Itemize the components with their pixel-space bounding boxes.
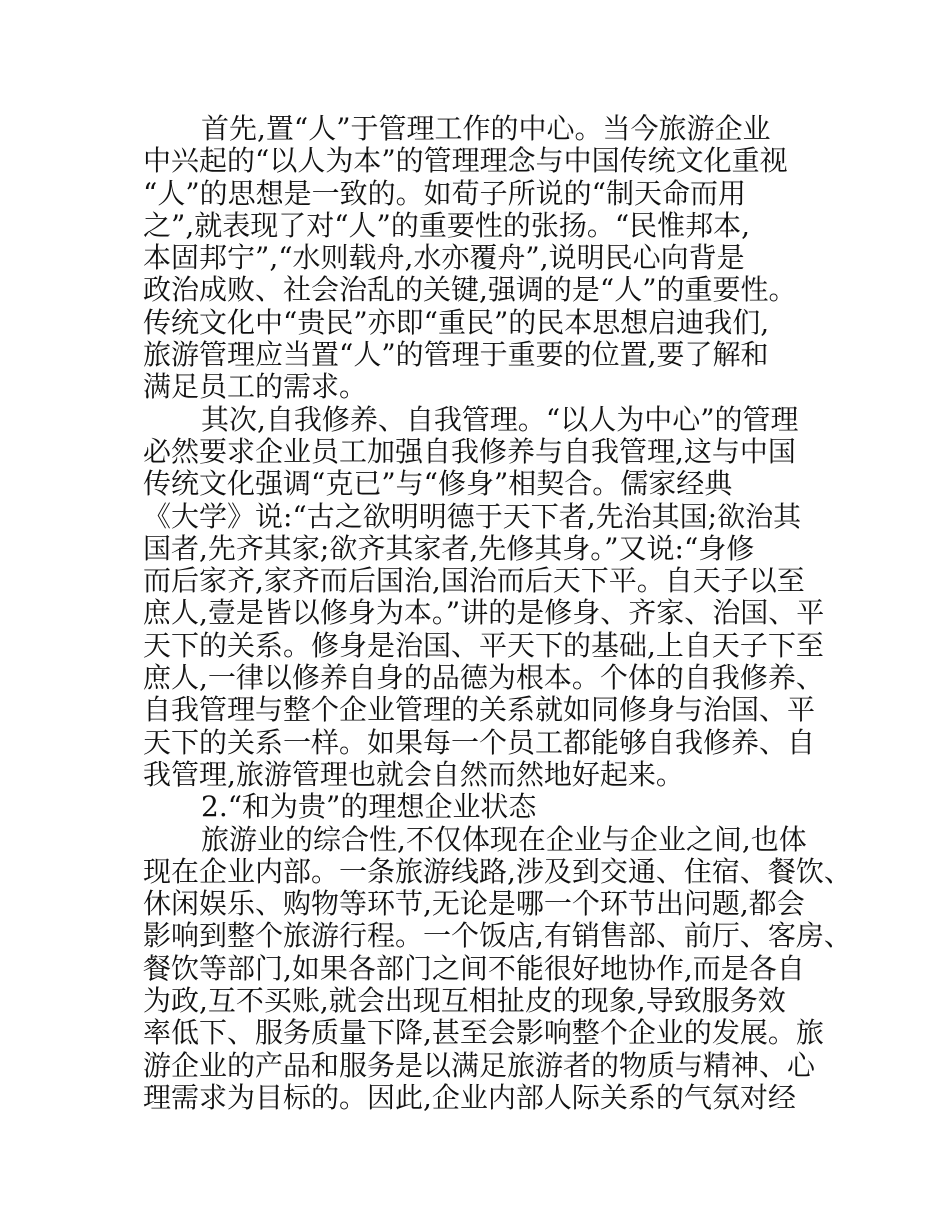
text-line: 游企业的产品和服务是以满足旅游者的物质与精神、心: [143, 1048, 816, 1082]
text-line: 餐饮等部门,如果各部门之间不能很好地协作,而是各自: [143, 951, 805, 985]
text-line: 我管理,旅游管理也就会自然而然地好起来。: [143, 757, 684, 791]
text-line: 旅游业的综合性,不仅体现在企业与企业之间,也体: [201, 822, 807, 856]
text-line: 2.“和为贵”的理想企业状态: [201, 790, 537, 824]
text-line: 现在企业内部。一条旅游线路,涉及到交通、住宿、餐饮、: [143, 854, 852, 888]
text-line: 影响到整个旅游行程。一个饭店,有销售部、前厅、客房、: [143, 919, 852, 953]
text-line: 庶人,壹是皆以修身为本。”讲的是修身、齐家、治国、平: [143, 596, 825, 630]
text-line: 首先,置“人”于管理工作的中心。当今旅游企业: [201, 112, 771, 145]
text-line: 其次,自我修养、自我管理。“以人为中心”的管理: [201, 402, 799, 436]
text-line: 而后家齐,家齐而后国治,国治而后天下平。自天子以至: [143, 564, 805, 598]
text-line: 政治成败、社会治乱的关键,强调的是“人”的重要性。: [143, 273, 797, 307]
body-text: [143, 112, 852, 1114]
text-line: 休闲娱乐、购物等环节,无论是哪一个环节出问题,都会: [143, 887, 805, 921]
text-line: 庶人,一律以修养自身的品德为根本。个体的自我修养、: [143, 661, 824, 695]
text-line: 天下的关系。修身是治国、平天下的基础,上自天子下至: [143, 628, 824, 662]
text-line: 旅游管理应当置“人”的管理于重要的位置,要了解和: [143, 338, 769, 372]
text-line: 天下的关系一样。如果每一个员工都能够自我修养、自: [143, 725, 816, 759]
text-line: 《大学》说:“古之欲明明德于天下者,先治其国;欲治其: [143, 499, 802, 533]
text-line: 自我管理与整个企业管理的关系就如同修身与治国、平: [143, 693, 816, 727]
text-line: 本固邦宁”,“水则载舟,水亦覆舟”,说明民心向背是: [143, 241, 745, 275]
text-line: 理需求为目标的。因此,企业内部人际关系的气氛对经: [143, 1080, 796, 1114]
text-line: 之”,就表现了对“人”的重要性的张扬。“民惟邦本,: [143, 208, 751, 242]
text-line: 传统文化强调“克已”与“修身”相契合。儒家经典: [143, 467, 733, 501]
text-line: 中兴起的“以人为本”的管理理念与中国传统文化重视: [143, 144, 788, 178]
text-line: 传统文化中“贵民”亦即“重民”的民本思想启迪我们,: [143, 305, 770, 339]
text-line: “人”的思想是一致的。如荀子所说的“制天命而用: [143, 176, 746, 210]
text-line: 必然要求企业员工加强自我修养与自我管理,这与中国: [143, 434, 796, 468]
text-line: 率低下、服务质量下降,甚至会影响整个企业的发展。旅: [143, 1016, 824, 1050]
text-line: 满足员工的需求。: [143, 370, 368, 404]
text-line: 为政,互不买账,就会出现互相扯皮的现象,导致服务效: [143, 984, 786, 1018]
text-line: 国者,先齐其家;欲齐其家者,先修其身。”又说:“身修: [143, 531, 755, 565]
